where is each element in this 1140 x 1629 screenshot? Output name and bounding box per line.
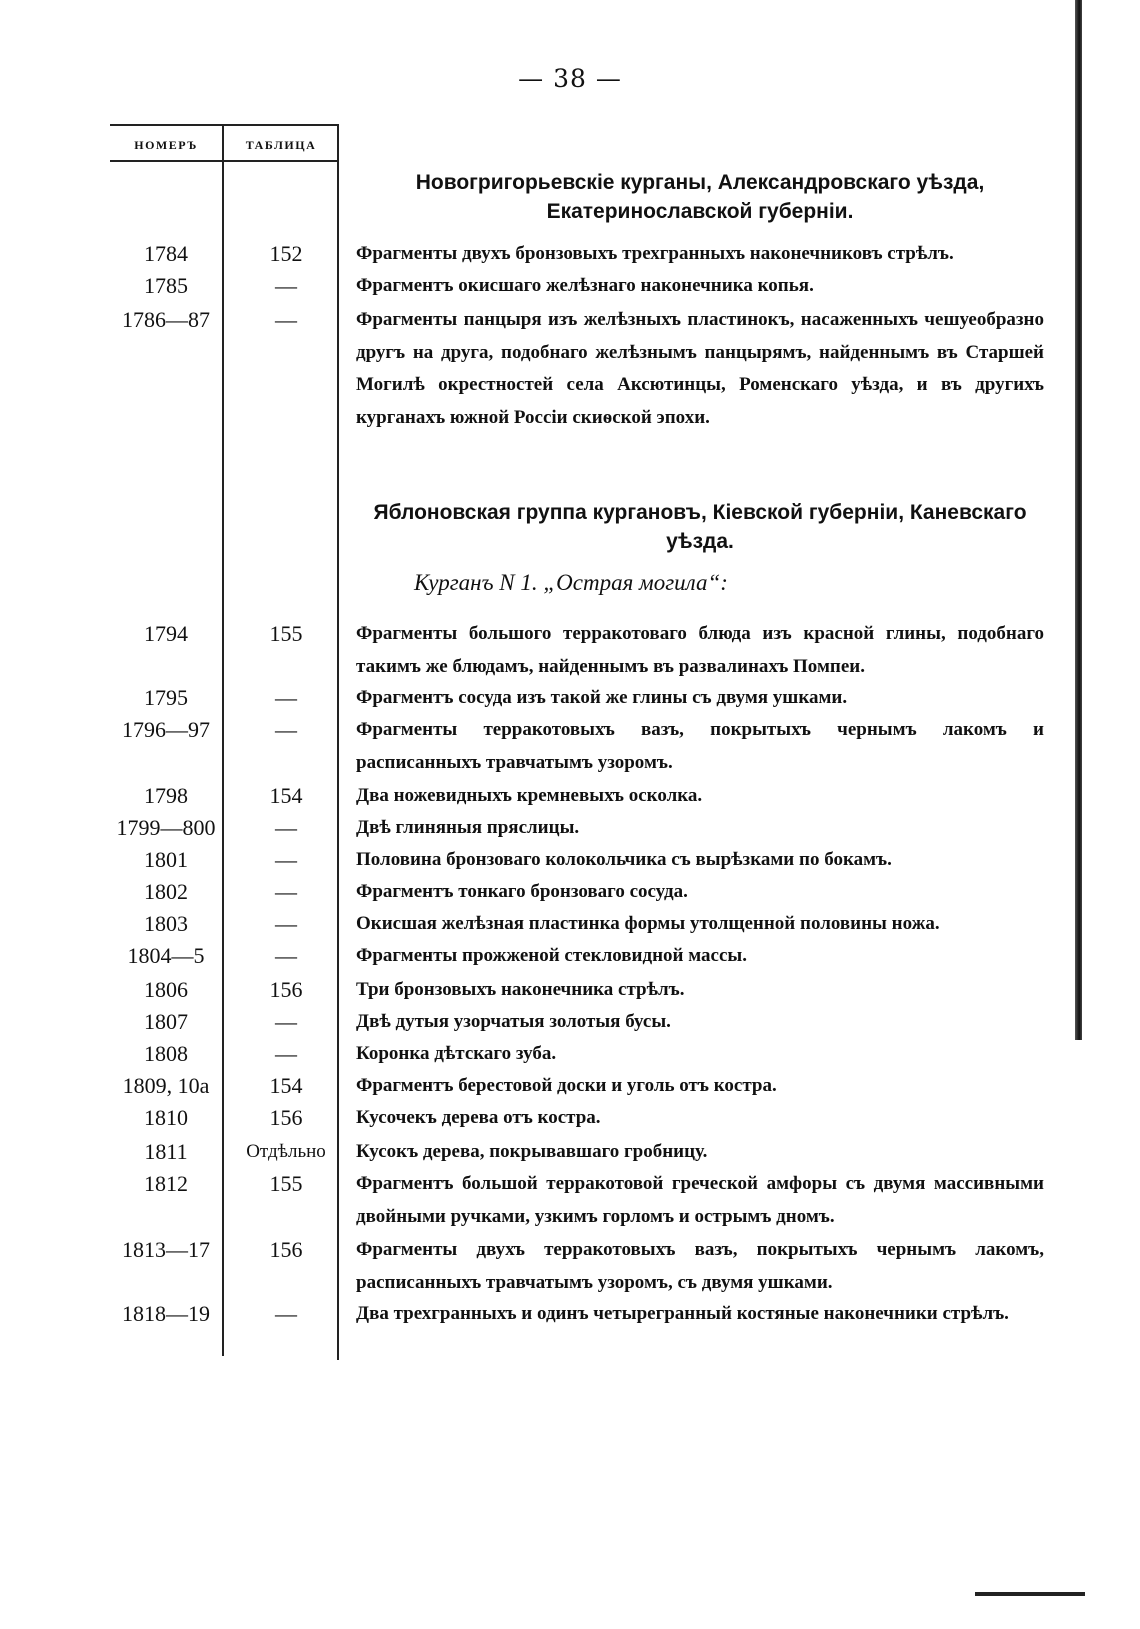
entry-table: 155 (269, 1171, 303, 1196)
section-title-novogrigorievskie: Новогригорьевскіе курганы, Александровскаго уѣзда, Екатеринославской губерніи. (415, 171, 985, 223)
entry-number: 1801 (144, 847, 188, 872)
entry-table: — (275, 847, 297, 872)
entry-description: Коронка дѣтскаго зуба. (356, 1043, 557, 1064)
entry-number: 1798 (144, 783, 188, 808)
entry-number: 1810 (144, 1105, 188, 1130)
column-header-number: НОМЕРЪ (134, 138, 198, 152)
entry-number: 1796—97 (122, 717, 210, 742)
entry-description: Фрагменты большого терракотоваго блюда изъ красной глины, подобнаго такимъ же блюдамъ, найденнымъ въ развалинахъ Помпеи. (356, 623, 1044, 677)
entry-number: 1809, 10а (122, 1073, 210, 1098)
scan-edge-shadow (1075, 0, 1082, 1040)
entry-table: — (275, 717, 297, 742)
entry-number: 1786—87 (122, 307, 210, 332)
entry-table: 155 (269, 621, 303, 646)
entry-description: Три бронзовыхъ наконечника стрѣлъ. (356, 979, 685, 1000)
column-header-table: ТАБЛИЦА (245, 138, 317, 152)
entry-number: 1813—17 (122, 1237, 210, 1262)
entry-description: Фрагментъ большой терракотовой греческой амфоры съ двумя массивными двойными ручками, узкимъ горломъ и острымъ дномъ. (356, 1173, 1044, 1227)
entry-number: 1811 (144, 1139, 188, 1164)
entry-description: Двѣ дутыя узорчатыя золотыя бусы. (356, 1011, 671, 1032)
entry-table: Отдѣльно (246, 1141, 326, 1162)
entry-table: — (275, 1301, 297, 1326)
entry-table: — (275, 879, 297, 904)
entry-table: 154 (269, 1073, 303, 1098)
entry-number: 1799—800 (116, 815, 216, 840)
entry-description: Кусокъ дерева, покрывавшаго гробницу. (356, 1141, 708, 1162)
entry-description: Окисшая желѣзная пластинка формы утолщенной половины ножа. (356, 913, 940, 934)
section-title-yablonovskaya: Яблоновская группа кургановъ, Кіевской губерніи, Каневскаго уѣзда. (373, 501, 1027, 553)
entry-description: Два ножевидныхъ кремневыхъ осколка. (356, 785, 703, 806)
entry-table: — (275, 685, 297, 710)
page-number: — 38 — (518, 64, 622, 93)
entry-description: Фрагменты двухъ бронзовыхъ трехгранныхъ наконечниковъ стрѣлъ. (356, 243, 954, 264)
entry-number: 1818—19 (122, 1301, 210, 1326)
entry-description: Двѣ глиняныя пряслицы. (356, 817, 580, 838)
entry-number: 1807 (144, 1009, 188, 1034)
entry-number: 1804—5 (127, 943, 205, 968)
entry-number: 1802 (144, 879, 188, 904)
entry-number: 1808 (144, 1041, 188, 1066)
entry-table: 156 (269, 1105, 303, 1130)
header-bottom-rule (110, 160, 338, 162)
entry-description: Фрагменты панцыря изъ желѣзныхъ пластинокъ, насаженныхъ чешуеобразно другъ на друга, подобнаго желѣзнымъ панцырямъ, найденнымъ въ Старшей Могилѣ окрестностей села Аксютинцы, Роменскаго уѣзда, и въ другихъ курганахъ южной Россіи скиѳской эпохи. (356, 309, 1044, 428)
entry-number: 1795 (144, 685, 188, 710)
entry-table: 152 (269, 241, 303, 266)
entry-description: Фрагменты прожженой стекловидной массы. (356, 945, 747, 966)
scan-bottom-mark (975, 1592, 1085, 1596)
entry-number: 1785 (144, 273, 188, 298)
entry-number: 1794 (144, 621, 188, 646)
entry-description: Фрагментъ тонкаго бронзоваго сосуда. (356, 881, 688, 902)
header-top-rule (110, 124, 338, 126)
kurgan-subheading: Курганъ N 1. „Острая могила“: (414, 570, 728, 595)
entry-number: 1803 (144, 911, 188, 936)
entry-table: — (275, 1009, 297, 1034)
entry-table: 156 (269, 977, 303, 1002)
entry-table: — (275, 815, 297, 840)
entry-number: 1806 (144, 977, 188, 1002)
entry-table: — (275, 1041, 297, 1066)
entry-description: Фрагменты терракотовыхъ вазъ, покрытыхъ чернымъ лакомъ и расписанныхъ травчатымъ узоромъ. (356, 719, 1044, 773)
entry-number: 1784 (144, 241, 188, 266)
entry-table: — (275, 273, 297, 298)
entry-table: 156 (269, 1237, 303, 1262)
entry-description: Фрагментъ сосуда изъ такой же глины съ двумя ушками. (356, 687, 848, 708)
entry-table: — (275, 911, 297, 936)
entry-description: Половина бронзоваго колокольчика съ вырѣзками по бокамъ. (356, 849, 892, 870)
entry-description: Два трехгранныхъ и одинъ четырегранный костяные наконечники стрѣлъ. (356, 1303, 1009, 1324)
entry-description: Фрагментъ берестовой доски и уголь отъ костра. (356, 1075, 777, 1096)
entry-description: Кусочекъ дерева отъ костра. (356, 1107, 601, 1128)
entry-table: 154 (269, 783, 303, 808)
entry-number: 1812 (144, 1171, 188, 1196)
entry-table: — (275, 943, 297, 968)
entry-table: — (275, 307, 297, 332)
entry-description: Фрагментъ окисшаго желѣзнаго наконечника копья. (356, 275, 814, 296)
entry-description: Фрагменты двухъ терракотовыхъ вазъ, покрытыхъ чернымъ лакомъ, расписанныхъ травчатымъ узоромъ, съ двумя ушками. (356, 1239, 1044, 1293)
